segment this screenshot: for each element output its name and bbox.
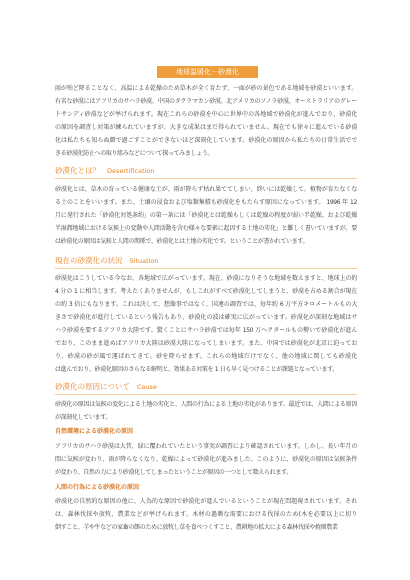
subheading-natural-cause: 自然環境による砂漠化の原因 [55,428,134,435]
section-heading-ja: 現在の砂漠化の状況 [55,256,123,265]
text-line: 月に発行された「砂漠化対処条約」の第一条には「砂漠化とは乾燥もしくは乾燥の程度が弱い半乾燥、および乾燥 [55,212,357,219]
text-line: トサンディ砂漠などが挙げられます。現在これらの砂漠を中心に世界中の各地域で砂漠化が進んでおり、砂漠化 [55,111,357,118]
text-line: 砂漠化の自然的な原因の他に、人為的な原因で砂漠化が進んでいるということが現在問題視されています。それ [55,498,357,505]
document-title: 地球温暖化－砂漠化 [176,68,239,76]
text-line: アフリカのサハラ砂漠は大昔、緑に覆われていたという事実が調査により確認されています。しかし、長い年月の [55,443,357,450]
text-line: 化は私たちも知らぬ顔で過ごすことができないほど深刻化しています。砂漠化の原因から私たちの日常生活でで [55,137,357,144]
text-line: 雨が殆ど降ることなく、高温による乾燥のため草木が全く育たず、一面が砂の景色である地域を砂漠といいます。 [55,85,357,92]
section-heading-en: Desertification [107,167,155,175]
text-line: 4 分の 1 に相当します。考えたくありませんが、もしこれがすべて砂漠化してしまうと、砂漠を占める割合が現在 [55,288,357,295]
title-bar [157,66,258,78]
section-heading-desertification [55,165,357,179]
text-line: 間に気候が変わり、雨が降らなくなり、乾燥によって砂漠化が進みました。このように、砂漠化の原因は気候条件 [55,456,357,463]
definition-paragraph [55,183,357,248]
text-line: は砂漠化の原因は気候と人間の関係で、砂漠化とは土地の劣化です。ということが書かれています。 [55,238,309,245]
text-line: 半湿潤地域における気候上の変動や人間活動を含む様々な要素に起因する土地の劣化」と難しく書いていますが、要 [55,225,357,232]
subheading-human-cause: 人間の行為による砂漠化の原因 [55,484,140,491]
text-line: の約 3 倍にもなります。これは決して、想像事ではなく、国連の調査では、毎年約 6 万平方キロメートルもの大 [55,301,357,308]
situation-paragraph [55,272,357,376]
text-line: は進んでおり、砂漠化原因のさらなる解明と、効果ある対策を 1 日も早く見つけることが課題となっています。 [55,366,338,373]
text-line: きさで砂漠化が進行しているという報告もあり、砂漠化の波は確実に広がっています。砂漠化が深刻な地域はサ [55,314,357,321]
text-line: の原因を調査し対策が練られていますが、大きな成果はまだ得られていません。現在でも徐々に進んでいる砂漠 [55,124,357,131]
text-line: 砂漠化の原因は気候の変化による土地の劣化と、人間の行為による土地の劣化があります。最近では、人間による原因 [55,401,357,408]
text-line: きる砂漠化防止への取り組みなどについて探ってみましょう。 [55,150,214,157]
intro-paragraph [55,82,357,160]
section-heading-ja: 砂漠化とは？ [55,166,100,175]
section-heading-cause [55,381,357,395]
text-line: る土のことをいいます。また、土壌の浸食および塩類集積も砂漠化をもたらす原因になっています。 1996 年 12 [55,199,357,206]
human-cause-paragraph [55,495,357,534]
section-heading-situation [55,255,357,269]
text-line: が深刻化しています。 [55,414,112,421]
section-heading-en: Situation [129,257,159,265]
text-line: は、森林伐採や放牧、農業などが挙げられます。木材の過剰な需要における伐採のため(木を必要以上に切り [55,511,357,518]
text-line: 有名な砂漠にはアフリカのサハラ砂漠、中国のタクラマカン砂漠、北アメリカのソノラ砂漠、オーストラリアのグレー [55,98,357,105]
text-line: が変わり、自然の力により砂漠化してしまったということが原因の一つとして数えられます。 [55,469,292,476]
text-line: り、砂漠の砂が風で運ばれてきて、砂を降らせます。これらの地域だけでなく、他の地域に関しても砂漠化 [55,353,357,360]
text-line: 砂漠化はこうしている今なお、各地域で広がっています。現在、砂漠になりそうな地域を数えますと、地球上の約 [55,275,357,282]
cause-paragraph [55,398,357,424]
text-line: でおり、このまま進めばアフリカ大陸は砂漠大陸になってしまいます。また、中国では砂漠化が北京に迫ってお [55,340,357,347]
section-heading-en: Cause [136,383,157,391]
text-line: 砂漠化とは、草木の育っている健康な土が、雨が降らず枯れ果ててしまい、終いには乾燥して、植物が育たなくな [55,186,357,193]
section-heading-ja: 砂漠化の原因について [55,382,130,391]
text-line: ハラ砂漠を要するアフリカ大陸です。驚くことにサハラ砂漠では毎年 150 万ヘクタールもの勢いで砂漠化が進ん [55,327,357,334]
natural-cause-paragraph [55,440,357,479]
text-line: 倒すこと、羊や牛などの家畜の餌のために放牧し草を食べつくすこと、農耕地の拡大による森林伐採や焼畑農業 [55,524,338,531]
